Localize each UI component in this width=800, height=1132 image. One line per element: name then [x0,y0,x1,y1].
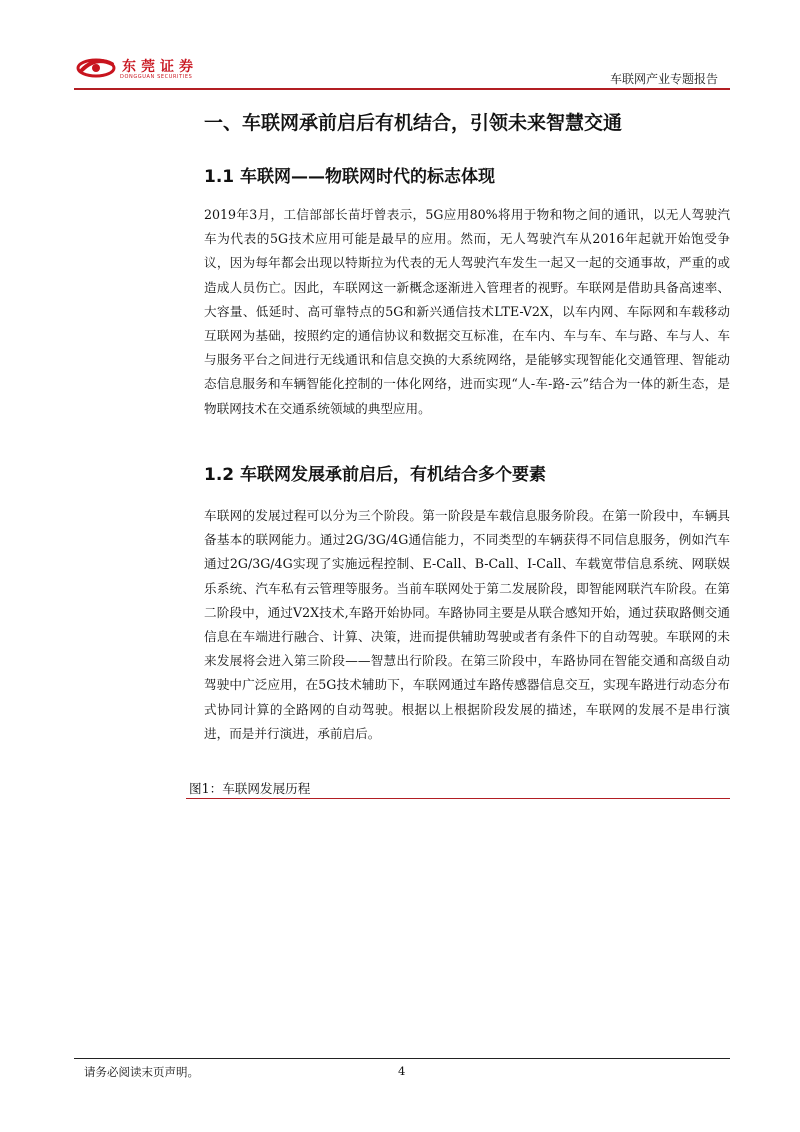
figure-divider [186,798,730,799]
report-title: 车联网产业专题报告 [609,72,718,86]
paragraph-1-2: 车联网的发展过程可以分为三个阶段。第一阶段是车载信息服务阶段。在第一阶段中，车辆具备基本的联网能力。通过2G/3G/4G通信能力，不同类型的车辆获得不同信息服务，例如汽车通过2G/3G/4G实现了实施远程控制、E-Call、B-Call、I-Call、车载宽带信息系统、网联娱乐系统、汽车私有云管理等服务。当前车联网处于第二发展阶段，即智能网联汽车阶段。在第二阶段中，通过V2X技术,车路开始协同。车路协同主要是从联合感知开始，通过获取路侧交通信息在车端进行融合、计算、决策，进而提供辅助驾驶或者有条件下的自动驾驶。车联网的未来发展将会进入第三阶段——智慧出行阶段。在第三阶段中，车路协同在智能交通和高级自动驾驶中广泛应用，在5G技术辅助下，车联网通过车路传感器信息交互，实现车路进行动态分布式协同计算的全路网的自动驾驶。根据以上根据阶段发展的描述，车联网的发展不是串行演进，而是并行演进，承前启后。 [204,508,730,741]
page-number: 4 [398,1064,406,1078]
disclaimer-note: 请务必阅读末页声明。 [84,1065,199,1079]
figure-caption: 图1：车联网发展历程 [189,781,311,796]
logo-text-en: DONGGUAN SECURITIES [120,74,193,80]
subsection-title-1-2: 1.2 车联网发展承前启后，有机结合多个要素 [204,465,547,485]
section-title: 一、车联网承前启后有机结合，引领未来智慧交通 [204,112,623,134]
subsection-title-1-1: 1.1 车联网——物联网时代的标志体现 [204,167,496,187]
paragraph-1-1: 2019年3月，工信部部长苗圩曾表示，5G应用80%将用于物和物之间的通讯，以无人驾驶汽车为代表的5G技术应用可能是最早的应用。然而，无人驾驶汽车从2016年起就开始饱受争议，因为每年都会出现以特斯拉为代表的无人驾驶汽车发生一起又一起的交通事故，严重的或造成人员伤亡。因此，车联网这一新概念逐渐进入管理者的视野。车联网是借助具备高速率、大容量、低延时、高可靠特点的5G和新兴通信技术LTE-V2X，以车内网、车际网和车载移动互联网为基础，按照约定的通信协议和数据交互标准，在车内、车与车、车与路、车与人、车与服务平台之间进行无线通讯和信息交换的大系统网络，是能够实现智能化交通管理、智能动态信息服务和车辆智能化控制的一体化网络，进而实现“人-车-路-云”结合为一体的新生态，是物联网技术在交通系统领域的典型应用。 [204,207,730,416]
footer-divider [74,1058,730,1059]
logo-emblem-icon [76,54,120,80]
logo-text-cn: 东莞证券 [122,59,198,75]
header-divider [74,88,730,90]
company-logo [76,54,216,84]
